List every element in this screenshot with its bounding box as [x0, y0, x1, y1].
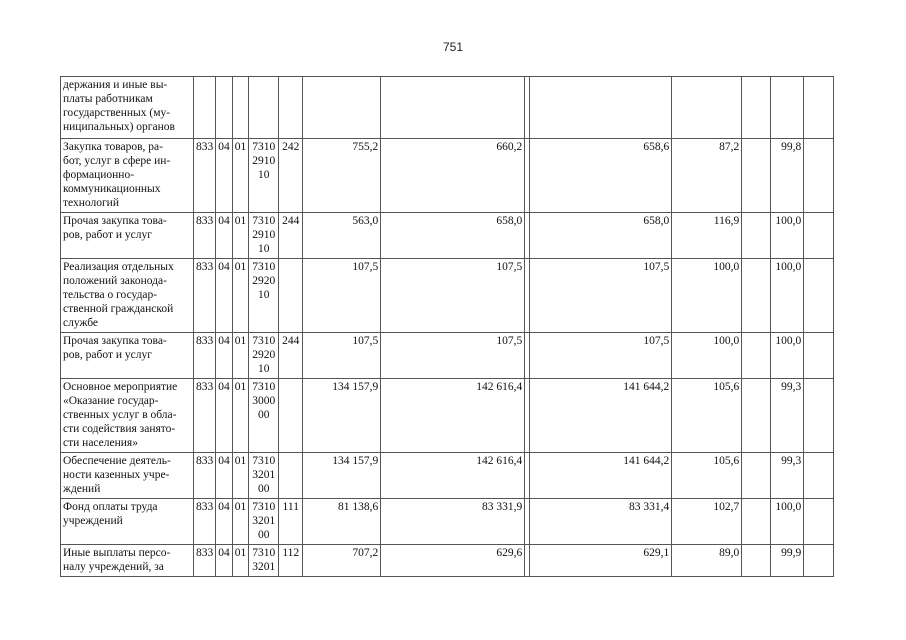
value-cell-3-text: 83 331,4: [629, 501, 670, 513]
table-row: [61, 499, 834, 545]
ministry-code-cell-text: 833: [196, 141, 214, 153]
percent-cell-1: [672, 139, 742, 213]
percent-cell-1-text: 102,7: [713, 501, 740, 513]
spacer-cell: [742, 545, 771, 577]
expense-type-cell-text: 244: [282, 335, 300, 347]
value-cell-1-text: 134 157,9: [332, 381, 379, 393]
value-cell-1-text: 81 138,6: [338, 501, 379, 513]
expense-type-cell-text: 242: [282, 141, 300, 153]
spacer-cell: [742, 333, 771, 379]
row-name-cell-text: Основное мероприятие «Оказание государ- ственных услуг в обла- сти содействия занято- сти населения»: [63, 381, 178, 449]
target-article-cell: [249, 545, 279, 577]
value-cell-3-text: 629,1: [643, 547, 670, 559]
value-cell-2: [381, 453, 525, 499]
percent-cell-2-text: 99,3: [781, 381, 802, 393]
subsection-code-cell-text: 01: [234, 501, 247, 513]
subsection-code-cell: [232, 453, 249, 499]
value-cell-2: [381, 333, 525, 379]
value-cell-1-text: 134 157,9: [332, 455, 379, 467]
spacer-cell: [804, 545, 834, 577]
section-code-cell-text: 04: [218, 335, 230, 347]
expense-type-cell: [279, 139, 303, 213]
spacer-cell: [742, 379, 771, 453]
spacer-cell: [804, 259, 834, 333]
percent-cell-2-text: 100,0: [775, 501, 802, 513]
percent-cell-2: [771, 213, 804, 259]
subsection-code-cell-text: 01: [234, 455, 247, 467]
section-code-cell: [216, 499, 233, 545]
section-code-cell-text: 04: [218, 215, 230, 227]
value-cell-2: [381, 77, 525, 139]
spacer-cell: [742, 213, 771, 259]
table-row: [61, 453, 834, 499]
table-row: [61, 333, 834, 379]
expense-type-cell: [279, 77, 303, 139]
spacer-cell: [804, 213, 834, 259]
percent-cell-1: [672, 453, 742, 499]
value-cell-3-text: 107,5: [643, 335, 670, 347]
subsection-code-cell-text: 01: [234, 381, 247, 393]
spacer-cell: [804, 379, 834, 453]
subsection-code-cell-text: 01: [234, 215, 247, 227]
row-name-cell: [61, 77, 194, 139]
expense-type-cell: [279, 545, 303, 577]
percent-cell-2-text: 100,0: [775, 261, 802, 273]
page-number: 751: [442, 40, 464, 54]
ministry-code-cell: [194, 139, 216, 213]
target-article-cell-text: 7310 3000 00: [252, 381, 276, 421]
percent-cell-1: [672, 77, 742, 139]
row-name-cell: [61, 499, 194, 545]
subsection-code-cell-text: 01: [234, 335, 247, 347]
value-cell-2-text: 107,5: [496, 261, 523, 273]
section-code-cell: [216, 333, 233, 379]
spacer-cell: [742, 77, 771, 139]
ministry-code-cell-text: 833: [196, 547, 214, 559]
value-cell-3: [530, 545, 672, 577]
expense-type-cell: [279, 379, 303, 453]
spacer-cell: [804, 333, 834, 379]
value-cell-2: [381, 259, 525, 333]
percent-cell-2: [771, 139, 804, 213]
row-name-cell-text: Прочая закупка това- ров, работ и услуг: [63, 215, 167, 241]
value-cell-1: [303, 333, 381, 379]
section-code-cell: [216, 139, 233, 213]
section-code-cell: [216, 379, 233, 453]
value-cell-3: [530, 379, 672, 453]
expense-type-cell: [279, 259, 303, 333]
percent-cell-2: [771, 499, 804, 545]
percent-cell-2: [771, 77, 804, 139]
percent-cell-2: [771, 453, 804, 499]
percent-cell-1-text: 100,0: [713, 261, 740, 273]
ministry-code-cell-text: 833: [196, 501, 214, 513]
subsection-code-cell: [232, 333, 249, 379]
expense-type-cell: [279, 499, 303, 545]
value-cell-1: [303, 499, 381, 545]
percent-cell-1-text: 100,0: [713, 335, 740, 347]
section-code-cell-text: 04: [218, 381, 230, 393]
ministry-code-cell-text: 833: [196, 261, 214, 273]
table-row: [61, 379, 834, 453]
ministry-code-cell: [194, 379, 216, 453]
ministry-code-cell: [194, 77, 216, 139]
value-cell-3-text: 141 644,2: [623, 455, 670, 467]
section-code-cell: [216, 213, 233, 259]
section-code-cell-text: 04: [218, 547, 230, 559]
ministry-code-cell: [194, 453, 216, 499]
row-name-cell: [61, 213, 194, 259]
ministry-code-cell: [194, 333, 216, 379]
percent-cell-2-text: 99,8: [781, 141, 802, 153]
section-code-cell: [216, 453, 233, 499]
ministry-code-cell: [194, 499, 216, 545]
value-cell-2: [381, 139, 525, 213]
target-article-cell-text: 7310 2910 10: [252, 215, 276, 255]
percent-cell-1: [672, 379, 742, 453]
ministry-code-cell-text: 833: [196, 335, 214, 347]
expense-type-cell: [279, 213, 303, 259]
table-row: [61, 259, 834, 333]
target-article-cell-text: 7310 3201 00: [252, 455, 276, 495]
expense-type-cell-text: 244: [282, 215, 300, 227]
value-cell-3: [530, 77, 672, 139]
expense-type-cell: [279, 453, 303, 499]
percent-cell-2: [771, 333, 804, 379]
value-cell-2-text: 107,5: [496, 335, 523, 347]
percent-cell-2-text: 99,3: [781, 455, 802, 467]
value-cell-3: [530, 333, 672, 379]
row-name-cell-text: держания и иные вы- платы работникам государственных (му- ниципальных) органов: [63, 79, 175, 133]
value-cell-1: [303, 77, 381, 139]
value-cell-3: [530, 139, 672, 213]
row-name-cell-text: Обеспечение деятель- ности казенных учре- ждений: [63, 455, 171, 495]
spacer-cell: [804, 453, 834, 499]
subsection-code-cell: [232, 545, 249, 577]
value-cell-1: [303, 139, 381, 213]
value-cell-2: [381, 545, 525, 577]
row-name-cell: [61, 259, 194, 333]
value-cell-1-text: 707,2: [352, 547, 379, 559]
value-cell-3: [530, 213, 672, 259]
row-name-cell-text: Фонд оплаты труда учреждений: [63, 501, 158, 527]
percent-cell-2-text: 99,9: [781, 547, 802, 559]
subsection-code-cell: [232, 499, 249, 545]
spacer-cell: [804, 77, 834, 139]
percent-cell-1: [672, 213, 742, 259]
target-article-cell-text: 7310 2920 10: [252, 261, 276, 301]
percent-cell-1-text: 89,0: [719, 547, 740, 559]
section-code-cell-text: 04: [218, 141, 230, 153]
spacer-cell: [804, 139, 834, 213]
percent-cell-1: [672, 499, 742, 545]
target-article-cell: [249, 499, 279, 545]
value-cell-2-text: 142 616,4: [476, 455, 523, 467]
expense-type-cell-text: 112: [282, 547, 300, 559]
value-cell-1-text: 107,5: [352, 261, 379, 273]
spacer-cell: [742, 453, 771, 499]
percent-cell-1-text: 87,2: [719, 141, 740, 153]
percent-cell-1-text: 105,6: [713, 381, 740, 393]
value-cell-3-text: 107,5: [643, 261, 670, 273]
value-cell-1-text: 755,2: [352, 141, 379, 153]
value-cell-2: [381, 213, 525, 259]
percent-cell-1: [672, 333, 742, 379]
target-article-cell-text: 7310 3201: [252, 547, 276, 573]
expense-type-cell: [279, 333, 303, 379]
spacer-cell: [804, 499, 834, 545]
value-cell-3-text: 141 644,2: [623, 381, 670, 393]
row-name-cell: [61, 379, 194, 453]
row-name-cell: [61, 453, 194, 499]
value-cell-3-text: 658,6: [643, 141, 670, 153]
value-cell-1: [303, 453, 381, 499]
value-cell-2-text: 658,0: [496, 215, 523, 227]
row-name-cell-text: Иные выплаты персо- налу учреждений, за: [63, 547, 171, 573]
ministry-code-cell-text: 833: [196, 215, 214, 227]
budget-table: [60, 76, 834, 577]
percent-cell-1-text: 105,6: [713, 455, 740, 467]
target-article-cell: [249, 139, 279, 213]
value-cell-1: [303, 213, 381, 259]
spacer-cell: [742, 499, 771, 545]
target-article-cell: [249, 77, 279, 139]
percent-cell-1: [672, 545, 742, 577]
section-code-cell-text: 04: [218, 261, 230, 273]
target-article-cell: [249, 453, 279, 499]
section-code-cell: [216, 545, 233, 577]
table-row: [61, 139, 834, 213]
ministry-code-cell: [194, 213, 216, 259]
value-cell-1: [303, 379, 381, 453]
subsection-code-cell: [232, 213, 249, 259]
target-article-cell: [249, 259, 279, 333]
subsection-code-cell-text: 01: [234, 547, 247, 559]
table-row: [61, 213, 834, 259]
row-name-cell: [61, 333, 194, 379]
value-cell-2-text: 660,2: [496, 141, 523, 153]
value-cell-1-text: 107,5: [352, 335, 379, 347]
subsection-code-cell-text: 01: [234, 141, 247, 153]
percent-cell-1-text: 116,9: [713, 215, 740, 227]
percent-cell-2: [771, 259, 804, 333]
value-cell-3: [530, 453, 672, 499]
value-cell-1: [303, 545, 381, 577]
value-cell-3: [530, 499, 672, 545]
section-code-cell: [216, 77, 233, 139]
value-cell-3-text: 658,0: [643, 215, 670, 227]
row-name-cell-text: Прочая закупка това- ров, работ и услуг: [63, 335, 167, 361]
value-cell-3: [530, 259, 672, 333]
section-code-cell-text: 04: [218, 501, 230, 513]
value-cell-2-text: 142 616,4: [476, 381, 523, 393]
value-cell-1: [303, 259, 381, 333]
value-cell-2: [381, 379, 525, 453]
value-cell-2: [381, 499, 525, 545]
percent-cell-2-text: 100,0: [775, 215, 802, 227]
ministry-code-cell-text: 833: [196, 455, 214, 467]
subsection-code-cell: [232, 139, 249, 213]
row-name-cell: [61, 545, 194, 577]
spacer-cell: [742, 139, 771, 213]
percent-cell-2: [771, 379, 804, 453]
subsection-code-cell: [232, 379, 249, 453]
target-article-cell-text: 7310 2910 10: [252, 141, 276, 181]
percent-cell-2: [771, 545, 804, 577]
target-article-cell: [249, 333, 279, 379]
target-article-cell: [249, 379, 279, 453]
ministry-code-cell: [194, 545, 216, 577]
subsection-code-cell-text: 01: [234, 261, 247, 273]
table-row: [61, 545, 834, 577]
row-name-cell: [61, 139, 194, 213]
section-code-cell: [216, 259, 233, 333]
ministry-code-cell: [194, 259, 216, 333]
value-cell-1-text: 563,0: [352, 215, 379, 227]
value-cell-2-text: 83 331,9: [482, 501, 523, 513]
target-article-cell-text: 7310 2920 10: [252, 335, 276, 375]
expense-type-cell-text: 111: [282, 501, 299, 513]
table-row: [61, 77, 834, 139]
target-article-cell: [249, 213, 279, 259]
target-article-cell-text: 7310 3201 00: [252, 501, 276, 541]
spacer-cell: [742, 259, 771, 333]
ministry-code-cell-text: 833: [196, 381, 214, 393]
value-cell-2-text: 629,6: [496, 547, 523, 559]
row-name-cell-text: Закупка товаров, ра- бот, услуг в сфере ин- формационно- коммуникационных технологий: [63, 141, 171, 209]
subsection-code-cell: [232, 77, 249, 139]
subsection-code-cell: [232, 259, 249, 333]
percent-cell-1: [672, 259, 742, 333]
row-name-cell-text: Реализация отдельных положений законода- тельства о государ- ственной гражданской службе: [63, 261, 174, 329]
section-code-cell-text: 04: [218, 455, 230, 467]
percent-cell-2-text: 100,0: [775, 335, 802, 347]
